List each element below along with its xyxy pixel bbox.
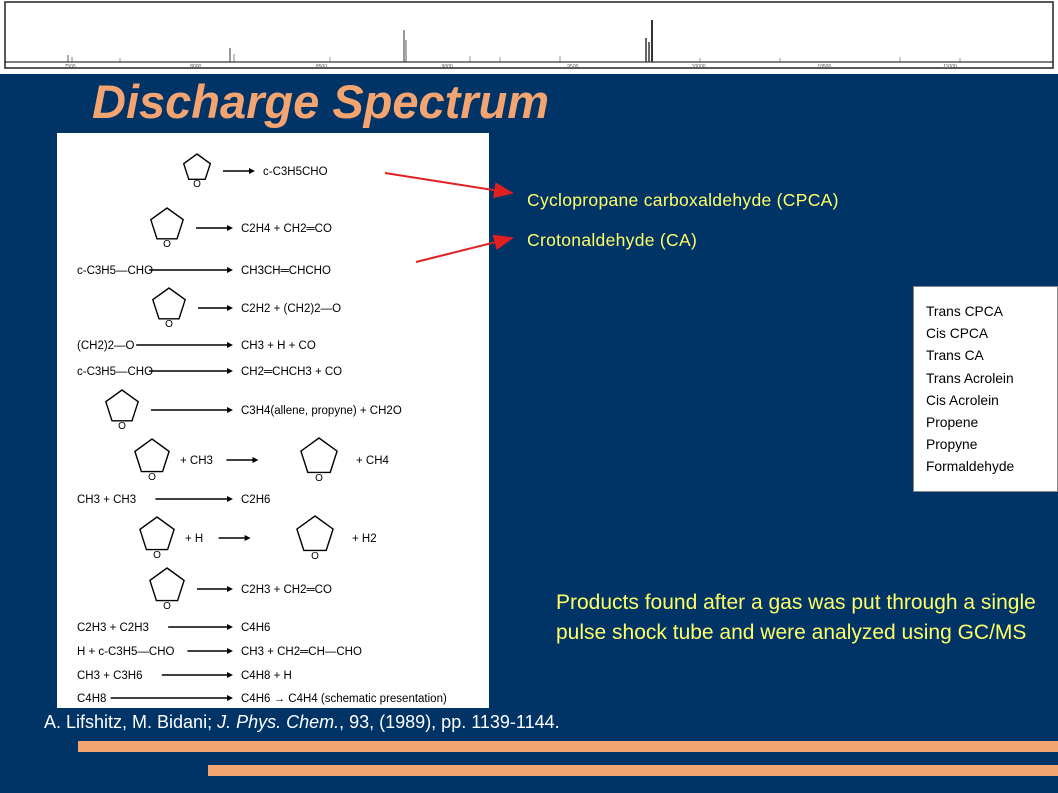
oxygen-atom-label: O: [163, 239, 171, 250]
spectrum-tick-label: 11000: [943, 64, 957, 70]
furan-ring-icon: [150, 568, 184, 601]
reaction-scheme-image: [57, 133, 489, 708]
oxygen-atom-label: O: [311, 551, 319, 562]
citation-authors: A. Lifshitz, M. Bidani;: [44, 712, 218, 732]
reaction-arrowhead: [249, 168, 255, 174]
summary-text: Products found after a gas was put through a single pulse shock tube and were analyzed using GC/MS: [556, 591, 1036, 644]
product-label-ca: Crotonaldehyde (CA): [527, 230, 698, 250]
reaction-arrowhead: [227, 648, 233, 654]
oxygen-atom-label: O: [163, 601, 171, 612]
spectrum-tick-label: 10000: [691, 64, 706, 70]
legend-item: Cis Acrolein: [926, 392, 999, 408]
reaction-right-side: C2H2 + (CH2)2—O: [241, 303, 342, 315]
reaction-left-side: + H: [185, 533, 204, 545]
spectrum-tick-label: 8500: [315, 64, 327, 70]
reaction-left-side: CH3 + CH3: [77, 494, 137, 506]
reaction-arrowhead: [227, 586, 233, 592]
reaction-arrowhead: [227, 225, 233, 231]
reaction-arrowhead: [227, 672, 233, 678]
oxygen-atom-label: O: [153, 550, 161, 561]
legend-item: Formaldehyde: [926, 459, 1015, 475]
reaction-right-side: CH3 + CH2═CH—CHO: [241, 646, 362, 658]
reaction-left-side: C2H3 + C2H3: [77, 622, 149, 634]
reaction-left-side: + CH3: [180, 455, 213, 467]
reaction-right-side: C2H3 + CH2═CO: [241, 584, 332, 596]
reaction-right-side: + H2: [352, 533, 377, 545]
spectrum-plot: [0, 0, 1058, 74]
citation-details: , 93, (1989), pp. 1139-1144.: [339, 712, 560, 732]
furanyl-radical-icon: [297, 516, 333, 550]
furan-ring-icon: [153, 288, 185, 319]
reaction-right-side: c-C3H5CHO: [263, 166, 328, 178]
oxygen-atom-label: O: [165, 319, 173, 330]
reaction-right-side: CH2═CHCH3 + CO: [241, 366, 343, 378]
spectrum-frame: [5, 2, 1053, 68]
reaction-arrowhead: [227, 695, 233, 701]
reaction-left-side: H + c-C3H5—CHO: [77, 646, 175, 658]
page-title: Discharge Spectrum: [92, 75, 550, 128]
furan-ring-icon: [151, 208, 183, 239]
oxygen-atom-label: O: [148, 472, 156, 483]
reaction-arrowhead: [227, 267, 233, 273]
legend-item: Propyne: [926, 437, 978, 453]
reaction-right-side: C4H8 + H: [241, 670, 292, 682]
spectrum-tick-label: 8000: [190, 64, 202, 70]
reaction-left-side: CH3 + C3H6: [77, 670, 143, 682]
reaction-left-side: C4H8: [77, 693, 107, 705]
furan-ring-icon: [106, 390, 138, 421]
oxygen-atom-label: O: [193, 179, 201, 190]
reaction-right-side: + CH4: [356, 455, 389, 467]
decorative-bar: [78, 741, 1058, 752]
furan-ring-icon: [184, 154, 211, 179]
spectrum-tick-label: 10500: [817, 64, 832, 70]
reaction-right-side: C4H6 → C4H4 (schematic presentation): [241, 693, 447, 705]
reaction-left-side: c-C3H5—CHO: [77, 366, 154, 378]
reaction-arrowhead: [227, 624, 233, 630]
reaction-right-side: C2H6: [241, 494, 271, 506]
reaction-right-side: C2H4 + CH2═CO: [241, 223, 332, 235]
decorative-bar: [208, 765, 1058, 776]
reaction-scheme: [57, 133, 489, 708]
reaction-left-side: c-C3H5—CHO: [77, 265, 154, 277]
spectrum-tick-label: 9500: [567, 64, 579, 70]
oxygen-atom-label: O: [315, 473, 323, 484]
oxygen-atom-label: O: [118, 421, 126, 432]
spectrum-tick-label: 9000: [441, 64, 453, 70]
reaction-right-side: C3H4(allene, propyne) + CH2O: [241, 405, 402, 417]
legend-item: Trans CPCA: [926, 304, 1003, 319]
reaction-arrowhead: [227, 407, 233, 413]
product-legend-box: [913, 286, 1058, 492]
reaction-arrowhead: [227, 305, 233, 311]
furan-ring-icon: [135, 439, 169, 472]
reaction-arrowhead: [227, 496, 233, 502]
reaction-left-side: (CH2)2—O: [77, 340, 135, 352]
product-label-cpca: Cyclopropane carboxaldehyde (CPCA): [527, 190, 839, 210]
reaction-arrowhead: [227, 368, 233, 374]
reaction-right-side: CH3CH═CHCHO: [241, 265, 331, 277]
reaction-arrowhead: [227, 342, 233, 348]
furanyl-radical-icon: [301, 438, 337, 472]
reaction-arrowhead: [245, 535, 251, 541]
spectrum-tick-label: 7500: [64, 64, 76, 70]
legend-item: Propene: [926, 415, 979, 431]
spectrum-strip: [0, 0, 1058, 74]
citation: [44, 712, 560, 733]
citation-journal: J. Phys. Chem.: [217, 712, 340, 732]
reaction-right-side: C4H6: [241, 622, 271, 634]
legend-item: Trans Acrolein: [926, 370, 1014, 386]
reaction-right-side: CH3 + H + CO: [241, 340, 316, 352]
legend-item: Cis CPCA: [926, 326, 989, 342]
legend-item: Trans CA: [926, 348, 984, 364]
furan-ring-icon: [140, 517, 174, 550]
reaction-arrowhead: [252, 457, 258, 463]
